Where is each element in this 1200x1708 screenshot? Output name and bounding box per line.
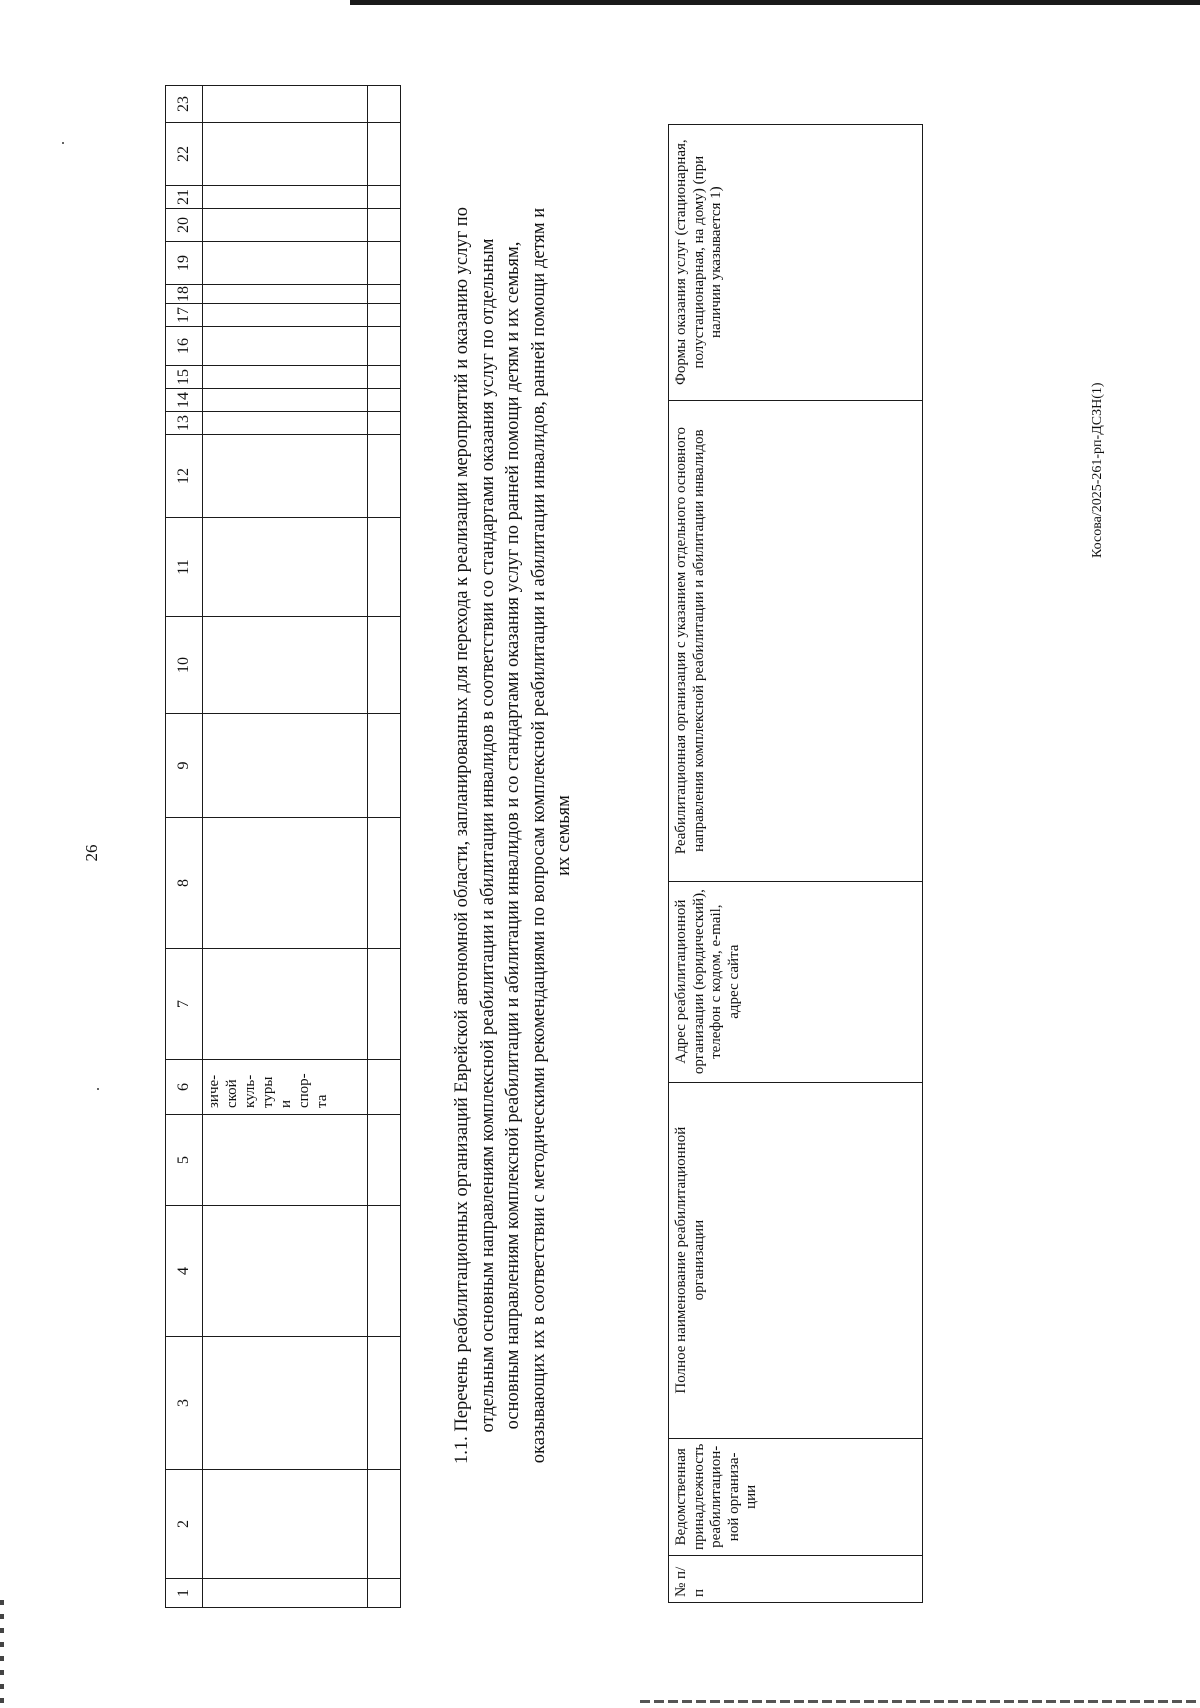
table-cell	[203, 86, 368, 123]
table-cell	[203, 186, 368, 209]
column-number: 14	[166, 389, 203, 412]
table-cell	[368, 123, 401, 186]
header-full-name: Полное наименование реабилитационной организации	[669, 1082, 923, 1438]
column-number: 13	[166, 412, 203, 435]
header-number: № п/п	[669, 1556, 923, 1603]
table-cell	[203, 714, 368, 818]
table-cell	[368, 242, 401, 285]
cell-text-line: ской	[224, 1079, 240, 1108]
table-cell	[368, 285, 401, 304]
cell-text-line: зиче-	[206, 1074, 222, 1108]
column-number: 22	[166, 123, 203, 186]
document-code: Косова/2025-261-рп-ДСЗН(1)	[1090, 382, 1105, 558]
physical-culture-cell	[203, 1060, 368, 1115]
header-service-forms: Формы оказания услуг (стационарная, полустационарная, на дому) (при наличии указывается 1)	[669, 124, 923, 400]
table-cell	[203, 1579, 368, 1608]
header-rehab-organization: Реабилитационная организация с указанием отдельного основного направления комплексной реабилитации и абилитации инвалидов	[669, 400, 923, 881]
upper-table	[165, 85, 401, 1608]
column-number: 9	[166, 714, 203, 818]
table-cell	[203, 1115, 368, 1206]
table-cell	[203, 412, 368, 435]
header-department: Ведомственная принадлежность реабилитацион- ной организа- ции	[669, 1438, 923, 1555]
table-cell	[203, 1470, 368, 1579]
column-number: 23	[166, 86, 203, 123]
column-number: 15	[166, 366, 203, 389]
table-cell	[368, 714, 401, 818]
table-cell	[368, 366, 401, 389]
table-cell	[368, 949, 401, 1060]
table-row	[368, 86, 401, 1608]
column-number-row	[166, 86, 203, 1608]
column-number: 17	[166, 304, 203, 327]
column-number: 1	[166, 1579, 203, 1608]
column-number: 7	[166, 949, 203, 1060]
table-cell	[203, 123, 368, 186]
table-cell	[368, 617, 401, 714]
rehabilitation-organizations-table	[668, 124, 923, 1603]
column-number: 11	[166, 518, 203, 617]
column-number: 20	[166, 209, 203, 242]
column-number: 2	[166, 1470, 203, 1579]
header-address: Адрес реабилитационной организации (юридический), телефон с кодом, e-mail, адрес сайта	[669, 881, 923, 1082]
cell-text-line: туры	[260, 1076, 276, 1108]
column-number: 6	[166, 1060, 203, 1115]
table-row	[203, 86, 368, 1608]
table-cell	[368, 1579, 401, 1608]
table-cell	[203, 617, 368, 714]
table-cell	[368, 209, 401, 242]
table-cell	[368, 1206, 401, 1337]
table-cell	[203, 518, 368, 617]
header-row	[669, 124, 923, 1602]
column-number: 16	[166, 327, 203, 366]
table-cell	[203, 818, 368, 949]
table-cell	[368, 1060, 401, 1115]
column-number: 12	[166, 435, 203, 518]
table-cell	[203, 389, 368, 412]
table-cell	[203, 304, 368, 327]
table-cell	[368, 389, 401, 412]
page-number: 26	[82, 844, 101, 862]
section-heading: 1.1. Перечень реабилитационных организаций Еврейской автономной области, запланированных для перехода к реализации мероприятий и оказанию услуг по отдельным основным направлениям комплексной реабилитации и абилитации инвалидов в соответствии со стандартами оказания услуг по отдельным основным направлениям комплексной реабилитации и абилитации инвалидов и со стандартами оказания услуг по ранней помощи детям и их семьям, оказывающих их в соответствии с методическими рекомендациями по вопросам комплексной реабилитации и абилитации инвалидов, ранней помощи детям и их семьям	[452, 207, 574, 1464]
column-number: 10	[166, 617, 203, 714]
column-number: 4	[166, 1206, 203, 1337]
column-number: 5	[166, 1115, 203, 1206]
table-cell	[203, 209, 368, 242]
table-cell	[368, 818, 401, 949]
table-cell	[368, 518, 401, 617]
table-cell	[368, 1337, 401, 1470]
table-cell	[203, 1206, 368, 1337]
cell-text-line: и	[278, 1099, 294, 1108]
table-cell	[203, 1337, 368, 1470]
table-cell	[368, 412, 401, 435]
cell-text-line: спор-	[296, 1073, 312, 1108]
table-cell	[203, 366, 368, 389]
table-cell	[368, 327, 401, 366]
cell-text-line: та	[314, 1094, 330, 1108]
table-cell	[368, 86, 401, 123]
table-cell	[203, 327, 368, 366]
table-cell	[203, 285, 368, 304]
table-cell	[368, 1115, 401, 1206]
cell-text-line: куль-	[242, 1074, 258, 1108]
table-cell	[368, 304, 401, 327]
table-cell	[368, 1470, 401, 1579]
table-cell	[203, 435, 368, 518]
table-cell	[368, 435, 401, 518]
table-cell	[368, 186, 401, 209]
table-cell	[203, 949, 368, 1060]
column-number: 3	[166, 1337, 203, 1470]
column-number: 8	[166, 818, 203, 949]
column-number: 21	[166, 186, 203, 209]
table-cell	[203, 242, 368, 285]
column-number: 18	[166, 285, 203, 304]
column-number: 19	[166, 242, 203, 285]
